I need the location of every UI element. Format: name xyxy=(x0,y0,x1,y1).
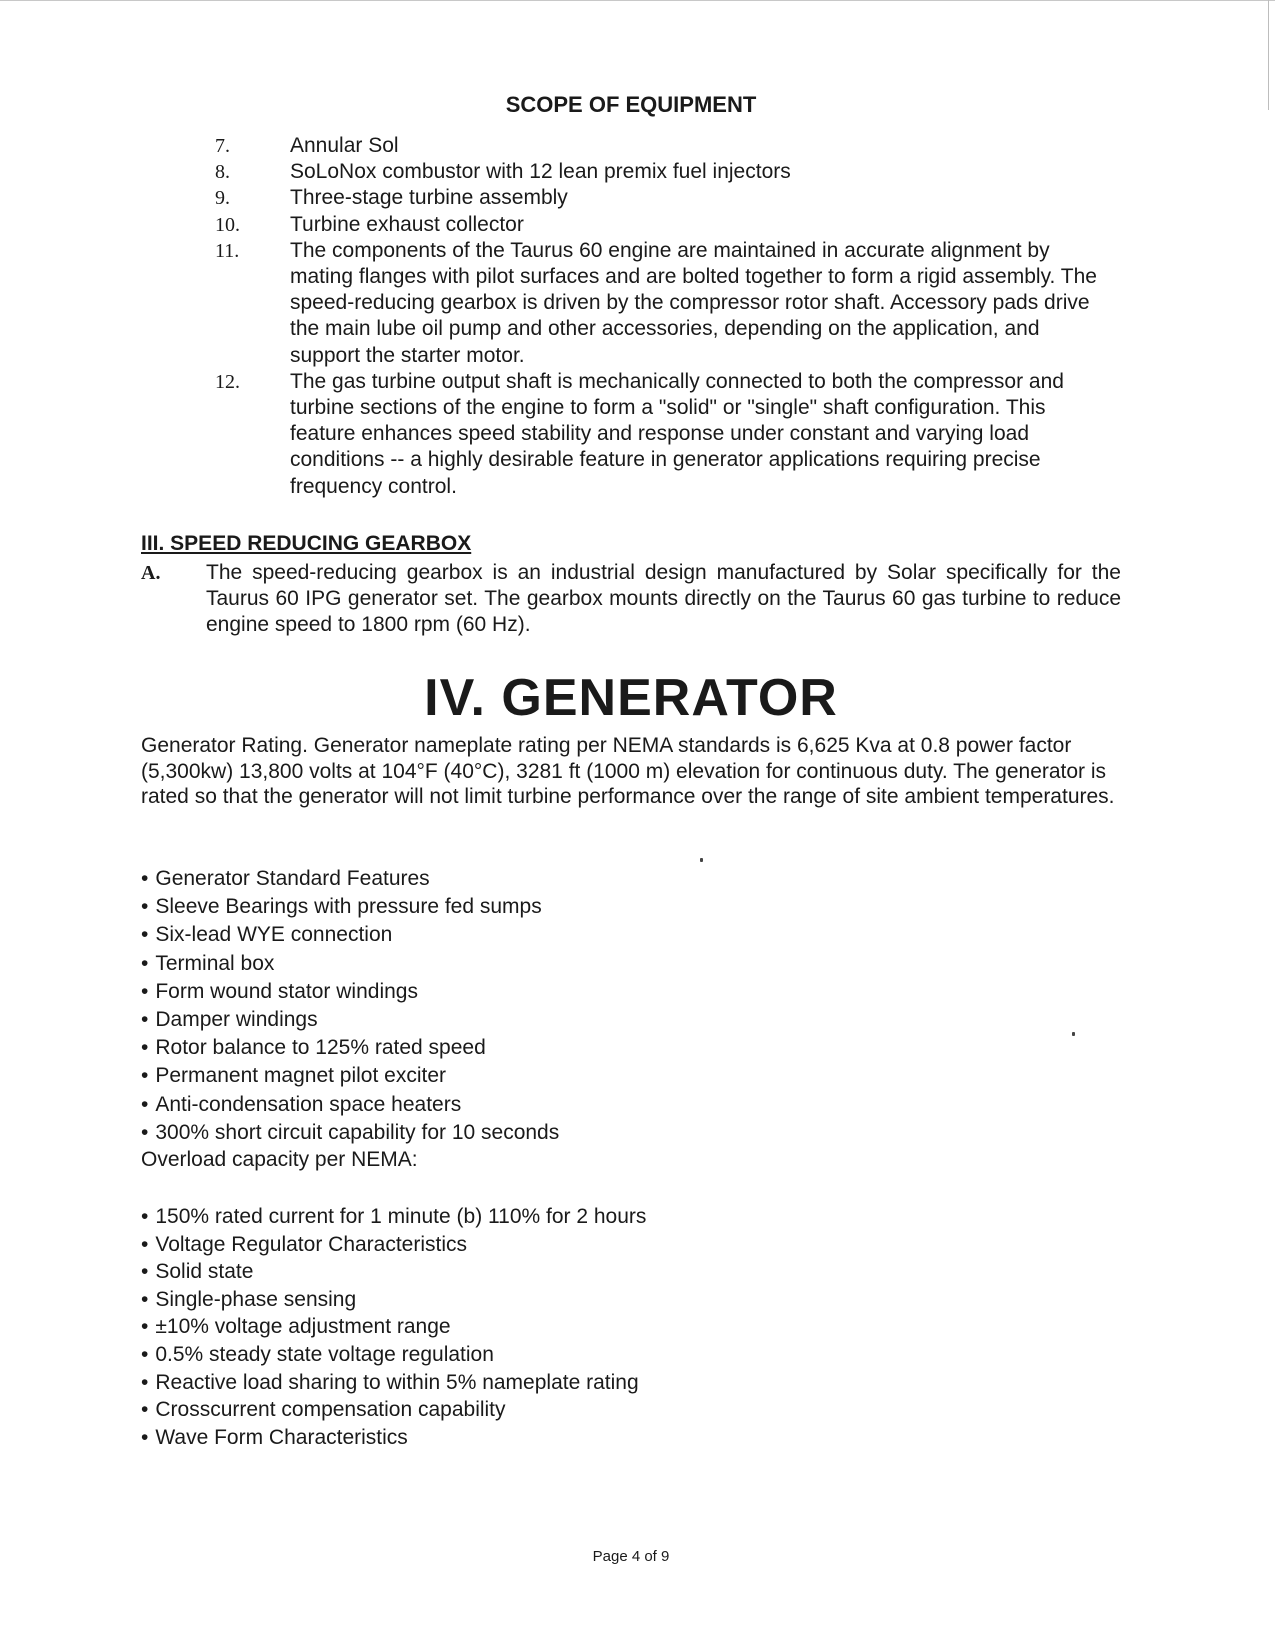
bullet-item: • Damper windings xyxy=(141,1006,1041,1034)
numbered-item xyxy=(215,212,1115,238)
item-number: 7. xyxy=(215,135,230,157)
item-number: 9. xyxy=(215,187,230,210)
scan-edge-right xyxy=(1268,0,1269,110)
item-number: 11. xyxy=(215,239,240,262)
scan-speck xyxy=(1072,1032,1075,1036)
bullet-item: • Rotor balance to 125% rated speed xyxy=(141,1034,1041,1062)
numbered-item xyxy=(215,185,1115,211)
bullet-item: • Crosscurrent compensation capability xyxy=(141,1396,1041,1424)
paragraph-text: The speed-reducing gearbox is an industrial design manufactured by Solar specifically for the Taurus 60 IPG generator set. The gearbox mounts directly on the Taurus 60 gas turbine to reduce engine speed to 1800 rpm (60 Hz). xyxy=(206,561,1121,636)
generator-rating-paragraph: Generator Rating. Generator nameplate rating per NEMA standards is 6,625 Kva at 0.8 power factor (5,300kw) 13,800 volts at 104°F (40°C), 3281 ft (1000 m) elevation for continuous duty. The generator is rated so that the generator will not limit turbine performance over the range of site ambient temperatures. xyxy=(141,734,1115,808)
section-iii-paragraph xyxy=(141,560,1121,638)
regulator-features-list xyxy=(141,1203,1041,1451)
item-number: 12. xyxy=(215,370,240,393)
item-text: The components of the Taurus 60 engine are maintained in accurate alignment by mating flanges with pilot surfaces and are bolted together to form a rigid assembly. The speed-reducing gearbox is driven by the compressor rotor shaft. Accessory pads drive the main lube oil pump and other accessories, depending on the application, and support the starter motor. xyxy=(290,238,1097,367)
bullet-item: • Terminal box xyxy=(141,950,1041,978)
bullet-item: • Form wound stator windings xyxy=(141,978,1041,1006)
numbered-list xyxy=(215,133,1115,500)
bullet-item: • Permanent magnet pilot exciter xyxy=(141,1062,1041,1090)
item-text: Three-stage turbine assembly xyxy=(290,186,568,210)
item-number: 8. xyxy=(215,161,230,184)
item-text: Turbine exhaust collector xyxy=(290,212,524,236)
bullet-item: • Solid state xyxy=(141,1258,1041,1286)
bullet-item: • Wave Form Characteristics xyxy=(141,1424,1041,1452)
bullet-item: • 300% short circuit capability for 10 seconds xyxy=(141,1119,1041,1147)
bullet-item: • Sleeve Bearings with pressure fed sumps xyxy=(141,893,1041,921)
section-iii-title: III. SPEED REDUCING GEARBOX xyxy=(141,532,472,555)
bullet-item: • Six-lead WYE connection xyxy=(141,921,1041,949)
scan-edge-top xyxy=(0,0,1275,1)
section-iv-title: IV. GENERATOR xyxy=(424,669,838,727)
numbered-item xyxy=(215,369,1115,500)
item-text: Annular Sol xyxy=(290,134,399,157)
page-footer: Page 4 of 9 xyxy=(592,1548,670,1565)
bullet-item: • 0.5% steady state voltage regulation xyxy=(141,1341,1041,1369)
standard-features-list xyxy=(141,865,1041,1147)
bullet-item: • Anti-condensation space heaters xyxy=(141,1091,1041,1119)
paragraph-mark: A. xyxy=(141,562,161,584)
bullet-item: • Voltage Regulator Characteristics xyxy=(141,1231,1041,1259)
overload-label: Overload capacity per NEMA: xyxy=(141,1148,418,1171)
bullet-item: • 150% rated current for 1 minute (b) 110% for 2 hours xyxy=(141,1203,1041,1231)
numbered-item xyxy=(215,133,1115,159)
bullet-item: • Reactive load sharing to within 5% nameplate rating xyxy=(141,1369,1041,1397)
scan-speck xyxy=(700,858,703,862)
bullet-item: • ±10% voltage adjustment range xyxy=(141,1313,1041,1341)
item-text: The gas turbine output shaft is mechanically connected to both the compressor and turbine sections of the engine to form a "solid" or "single" shaft configuration. This feature enhances speed stability and response under constant and varying load conditions -- a highly desirable feature in generator applications requiring precise frequency control. xyxy=(290,369,1064,498)
item-number: 10. xyxy=(215,213,240,236)
numbered-item xyxy=(215,238,1115,369)
item-text: SoLoNox combustor with 12 lean premix fuel injectors xyxy=(290,160,791,184)
bullet-item: • Generator Standard Features xyxy=(141,865,1041,893)
bullet-item: • Single-phase sensing xyxy=(141,1286,1041,1314)
page-heading: SCOPE OF EQUIPMENT xyxy=(505,92,757,117)
numbered-item xyxy=(215,159,1115,185)
